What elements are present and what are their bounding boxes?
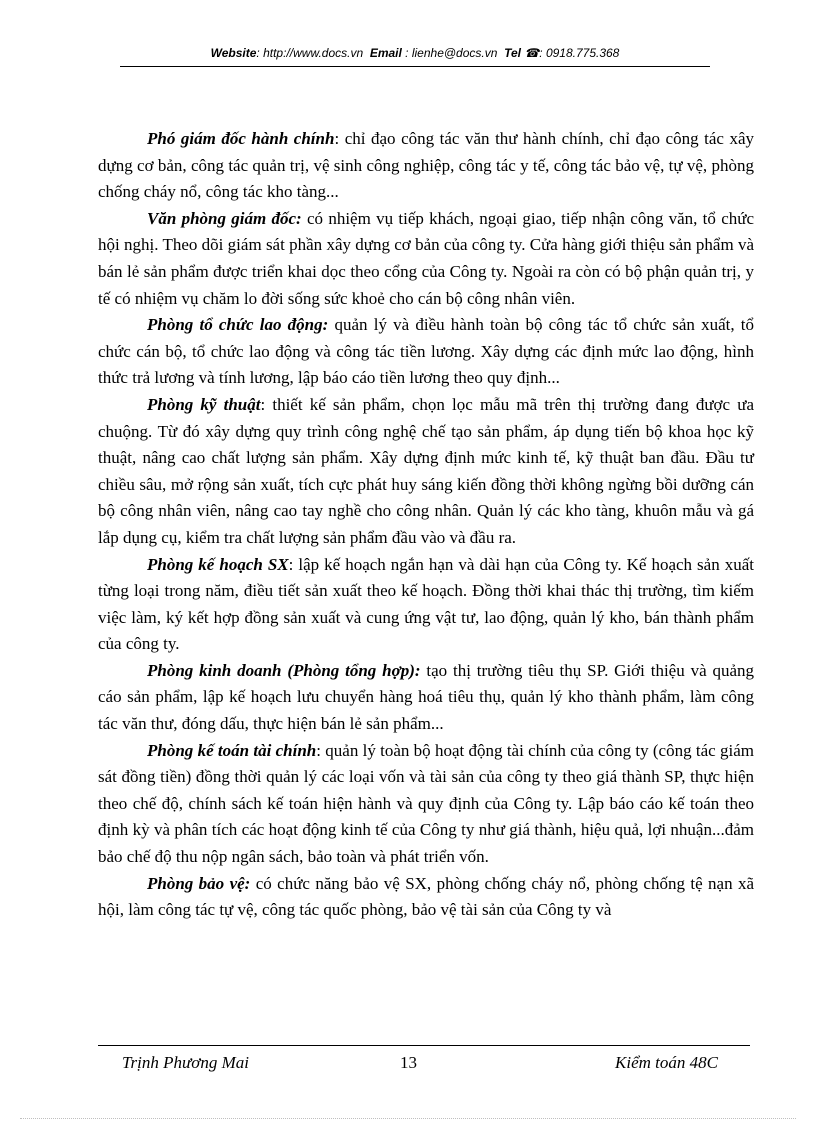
- paragraph-heading: Phòng kỹ thuật: [147, 394, 261, 414]
- page-bottom-border: [20, 1118, 796, 1119]
- document-body: [98, 126, 754, 924]
- page-footer: [98, 1053, 750, 1079]
- paragraph: [98, 871, 754, 924]
- paragraph-heading: Phó giám đốc hành chính: [147, 129, 335, 148]
- paragraph-heading: Phòng kinh doanh (Phòng tổng hợp):: [147, 660, 421, 680]
- footer-course: Kiểm toán 48C: [615, 1053, 718, 1072]
- paragraph: [98, 206, 754, 312]
- page-header: [120, 46, 710, 60]
- paragraph-heading: Phòng tổ chức lao động:: [147, 315, 329, 335]
- paragraph: [98, 552, 754, 658]
- paragraph: [98, 738, 754, 871]
- tel-value: : 0918.775.368: [539, 46, 620, 60]
- paragraph-text: có nhiệm vụ tiếp khách, ngoại giao, tiếp nhận công văn, tổ chức hội nghị. Theo dõi giám sát phần xây dựng cơ bản của công ty. Cửa hàng giới thiệu sản phẩm và bán lẻ sản phẩm được triển khai dọc theo cổng của Công ty. Ngoài ra còn có bộ phận quản trị, y tế có nhiệm vụ chăm lo đời sống sức khoẻ cho cán bộ công nhân viên.: [98, 208, 755, 308]
- email-label: Email: [369, 46, 402, 60]
- paragraph-text: có chức năng bảo vệ SX, phòng chống cháy nổ, phòng chống tệ nạn xã hội, làm công tác tự vệ, công tác quốc phòng, bảo vệ tài sản của Công ty và: [98, 873, 755, 920]
- email-value: : lienhe@docs.vn: [405, 46, 498, 60]
- footer-rule: [98, 1045, 750, 1046]
- header-rule: [120, 66, 710, 67]
- page-number: 13: [400, 1053, 417, 1072]
- paragraph-text: : chỉ đạo công tác văn thư hành chính, chỉ đạo công tác xây dựng cơ bản, công tác quản trị, vệ sinh công nghiệp, công tác y tế, công tác bảo vệ, tự vệ, phòng chống cháy nổ, công tác kho tàng...: [98, 129, 754, 202]
- paragraph-text: tạo thị trường tiêu thụ SP. Giới thiệu và quảng cáo sản phẩm, lập kế hoạch lưu chuyển hàng hoá tiêu thụ, quản lý kho thành phẩm, làm công tác văn thư, đóng dấu, thực hiện bán lẻ sản phẩm...: [98, 660, 754, 734]
- paragraph-text: : quản lý toàn bộ hoạt động tài chính của công ty (công tác giám sát đồng tiền) đồng thời quản lý các loại vốn và tài sản của công ty theo giá thành SP, thực hiện theo chế độ, chính sách kế toán hiện hành và quy định của Công ty. Lập báo cáo kế toán theo định kỳ và phân tích các hoạt động kinh tế của Công ty như giá thành, hiệu quả, lợi nhuận...đảm bảo chế độ thu nộp ngân sách, bảo toàn và phát triển vốn.: [98, 740, 754, 867]
- paragraph-heading: Phòng bảo vệ:: [147, 873, 251, 893]
- paragraph-heading: Phòng kế hoạch SX: [147, 554, 289, 574]
- paragraph-heading: Phòng kế toán tài chính: [147, 740, 317, 760]
- tel-label: Tel: [504, 46, 521, 60]
- phone-icon: ☎: [524, 46, 540, 60]
- website-label: Website: [210, 46, 257, 60]
- paragraph-text: : lập kế hoạch ngắn hạn và dài hạn của Công ty. Kế hoạch sản xuất từng loại trong năm, điều tiết sản xuất theo kế hoạch. Đồng thời khai thác thị trường, tìm kiếm việc làm, ký kết hợp đồng sản xuất và cung ứng vật tư, lao động, quản lý kho, bán thành phẩm của công ty.: [98, 554, 754, 654]
- paragraph: [98, 392, 754, 552]
- paragraph: [98, 312, 754, 392]
- paragraph-text: : thiết kế sản phẩm, chọn lọc mẫu mã trên thị trường đang được ưa chuộng. Từ đó xây dựng quy trình công nghệ chế tạo sản phẩm, áp dụng tiến bộ khoa học kỹ thuật, nâng cao chất lượng sản phẩm. Xây dựng định mức kinh tế, kỹ thuật ban đầu. Đầu tư chiều sâu, mở rộng sản xuất, tích cực phát huy sáng kiến đồng thời không ngừng bồi dưỡng cán bộ công nhân viên, nâng cao tay nghề cho công nhân. Quản lý các kho tàng, khuôn mẫu và gá lắp dụng cụ, kiểm tra chất lượng sản phẩm đầu vào và đầu ra.: [98, 394, 754, 547]
- paragraph-heading: Văn phòng giám đốc:: [147, 208, 302, 228]
- paragraph: [98, 126, 754, 206]
- website-value: : http://www.docs.vn: [256, 46, 364, 60]
- paragraph: [98, 658, 754, 738]
- footer-author: Trịnh Phương Mai: [122, 1053, 249, 1072]
- paragraph-text: quản lý và điều hành toàn bộ công tác tổ chức sản xuất, tổ chức cán bộ, tổ chức lao động và công tác tiền lương. Xây dựng các định mức lao động, hình thức trả lương và tính lương, lập báo cáo tiền lương theo quy định...: [98, 315, 755, 388]
